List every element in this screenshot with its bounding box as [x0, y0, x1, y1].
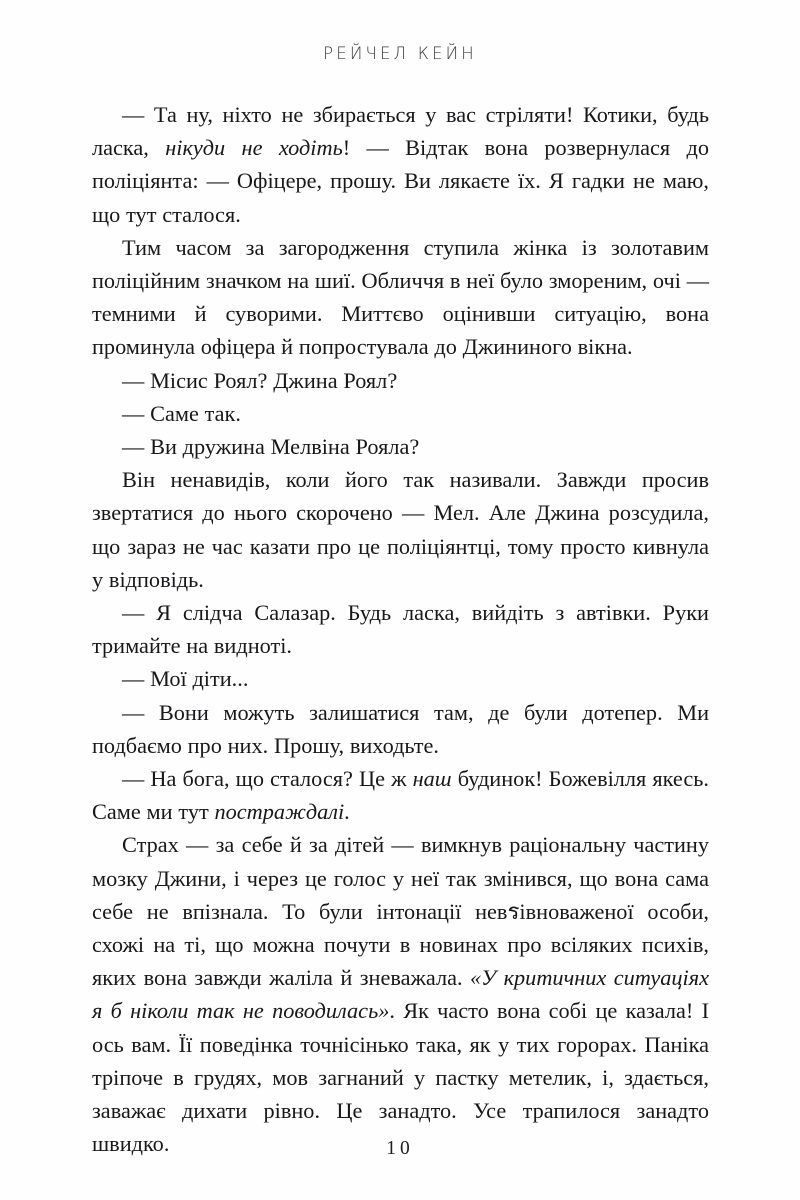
paragraph: Він ненавидів, коли його так називали. Завжди просив звертатися до нього скорочено — Мел. Але Джина розсудила, що зараз не час казати про це поліціянтці, тому просто кивнула у відповідь.: [92, 467, 709, 592]
page-number: 10: [386, 1138, 414, 1159]
paragraph: — Та ну, ніхто не збирається у вас стріляти! Котики, будь ласка, нікуди не ходіть! — Відтак вона розвернулася до поліціянта: — Офіцере, прошу. Ви лякаєте їх. Я гадки не маю, що тут сталося.: [92, 102, 709, 227]
running-head-author: РЕЙЧЕЛ КЕЙН: [323, 44, 477, 63]
paragraph-dialogue: — Саме так.: [122, 400, 241, 426]
paragraph: Тим часом за загородження ступила жінка із золотавим поліційним значком на шиї. Обличчя в неї було змореним, очі — темними й суворими. Миттєво оцінивши ситуацію, вона проминула офіцера й попростувала до Джининого вікна.: [92, 234, 709, 360]
paragraph-dialogue: — Мої діти...: [122, 666, 249, 692]
paragraph-dialogue: — Вони можуть залишатися там, де були дотепер. Ми подбаємо про них. Прошу, виходьте.: [92, 699, 709, 758]
paragraph-dialogue: — Я слідча Салазар. Будь ласка, вийдіть з автівки. Руки тримайте на видноті.: [92, 600, 709, 659]
paragraph-dialogue: — Ви дружина Мелвіна Рояла?: [122, 434, 420, 460]
paragraph-dialogue: — Місис Роял? Джина Роял?: [122, 367, 398, 393]
body-text-block: [92, 98, 709, 1161]
paragraph-dialogue: — На бога, що сталося? Це ж наш будинок! Божевілля якесь. Саме ми тут постраждалі.: [92, 766, 710, 825]
paragraph: Страх — за себе й за дітей — вимкнув раціональну частину мозку Джини, і через це голос у неї так змінився, що вона сама себе не впізнала. То були інтонації невรівноваженої особи, схожі на ті, що можна почути в новинах про всіляких психів, яких вона завжди жаліла й зневажала. «У критичних ситуаціях я б ніколи так не поводилась». Як часто вона собі це казала! І ось вам. Її поведінка точнісінько така, як у тих горорах. Паніка тріпоче в грудях, мов загнаний у пастку метелик, і, здається, заважає дихати рівно. Це занадто. Усе трапилося занадто швидко.: [92, 832, 709, 1157]
